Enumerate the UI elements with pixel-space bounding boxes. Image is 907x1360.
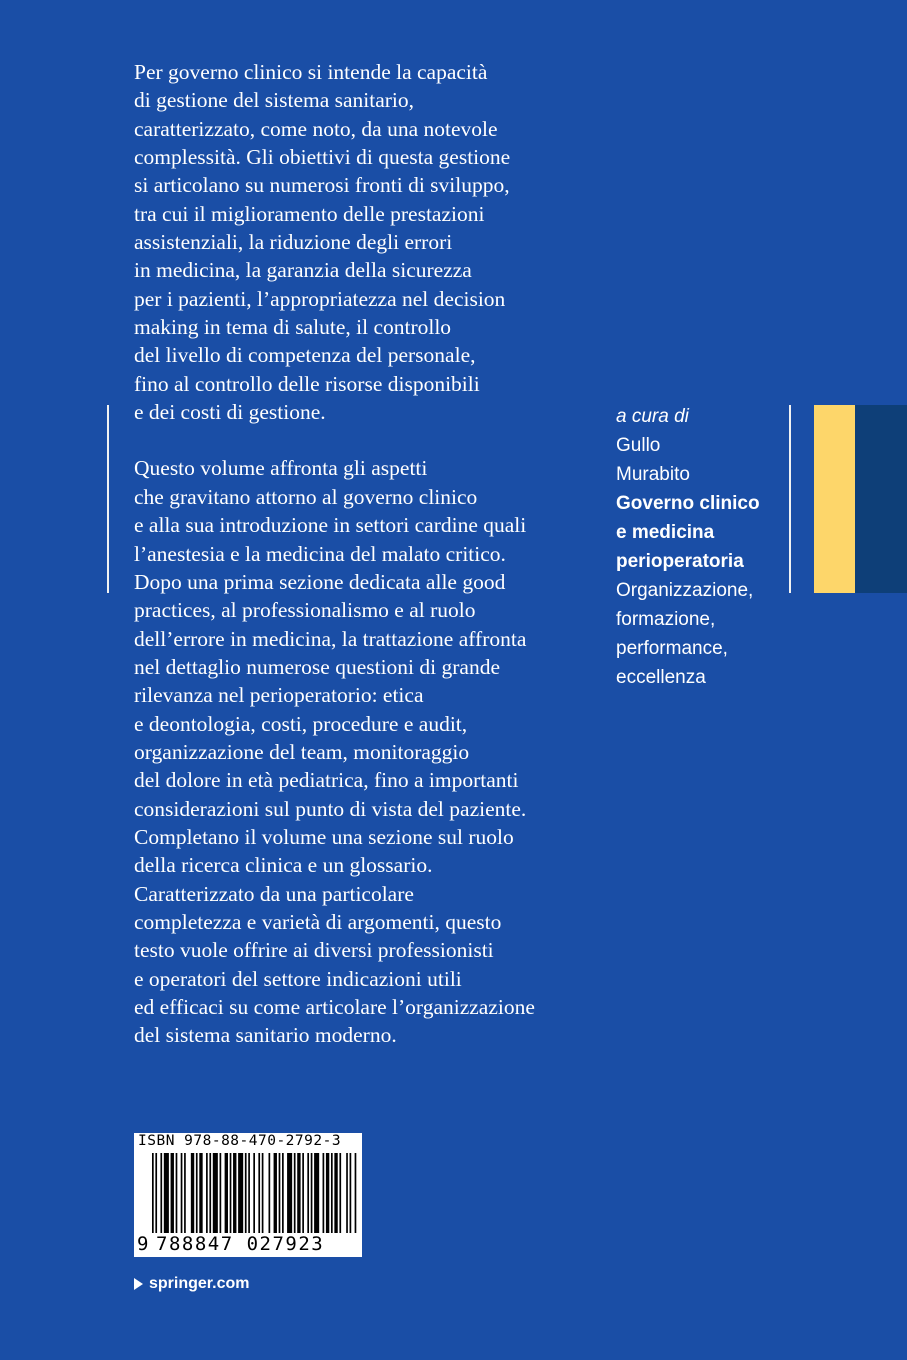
editor-name: Murabito <box>616 464 690 485</box>
book-subtitle: Organizzazione, formazione, performance, eccellenza <box>616 580 754 688</box>
right-divider-line <box>789 405 791 593</box>
editor-name: Gullo <box>616 435 661 456</box>
publisher-link[interactable] <box>134 1275 249 1293</box>
isbn-number: ISBN 978-88-470-2792-3 <box>138 1133 342 1149</box>
description-paragraph-1: Per governo clinico si intende la capacità di gestione del sistema sanitario, caratterizzato, come noto, da una notevole complessità. Gli obiettivi di questa gestione si articolano su numerosi fronti di sviluppo, tra cui il miglioramento delle prestazioni assistenziali, la riduzione degli errori in medicina, la garanzia della sicurezza per i pazienti, l’appropriatezza nel decision making in tema di salute, il controllo del livello di competenza del personale, fino al controllo delle risorse disponibili e dei costi di gestione. <box>134 60 511 425</box>
book-info <box>616 402 786 692</box>
book-title: Governo clinico e medicina perioperatoria <box>616 493 760 572</box>
ean-digits: 788847 027923 <box>156 1233 325 1255</box>
navy-stripe <box>855 405 907 593</box>
left-divider-line <box>107 405 109 593</box>
publisher-url: springer.com <box>149 1275 250 1292</box>
arrow-right-icon <box>134 1278 143 1290</box>
isbn-barcode <box>134 1133 362 1257</box>
editors-label: a cura di <box>616 406 689 427</box>
description-paragraph-2: Questo volume affronta gli aspetti che gravitano attorno al governo clinico e alla sua introduzione in settori cardine quali l’anestesia e la medicina del malato critico. Dopo una prima sezione dedicata alle good practices, al professionalismo e al ruolo dell’errore in medicina, la trattazione affronta nel dettaglio numerose questioni di grande rilevanza nel perioperatorio: etica e deontologia, costi, procedure e audit, organizzazione del team, monitoraggio del dolore in età pediatrica, fino a importanti considerazioni sul punto di vista del paziente. Completano il volume una sezione sul ruolo della ricerca clinica e un glossario. Caratterizzato da una particolare completezza e varietà di argomenti, questo testo vuole offrire ai diversi professionisti e operatori del settore indicazioni utili ed efficaci su come articolare l’organizzazione del sistema sanitario moderno. <box>134 456 535 1048</box>
description-text <box>134 58 604 1050</box>
barcode-bars <box>152 1153 358 1233</box>
yellow-stripe <box>814 405 855 593</box>
ean-first-digit: 9 <box>137 1233 149 1255</box>
